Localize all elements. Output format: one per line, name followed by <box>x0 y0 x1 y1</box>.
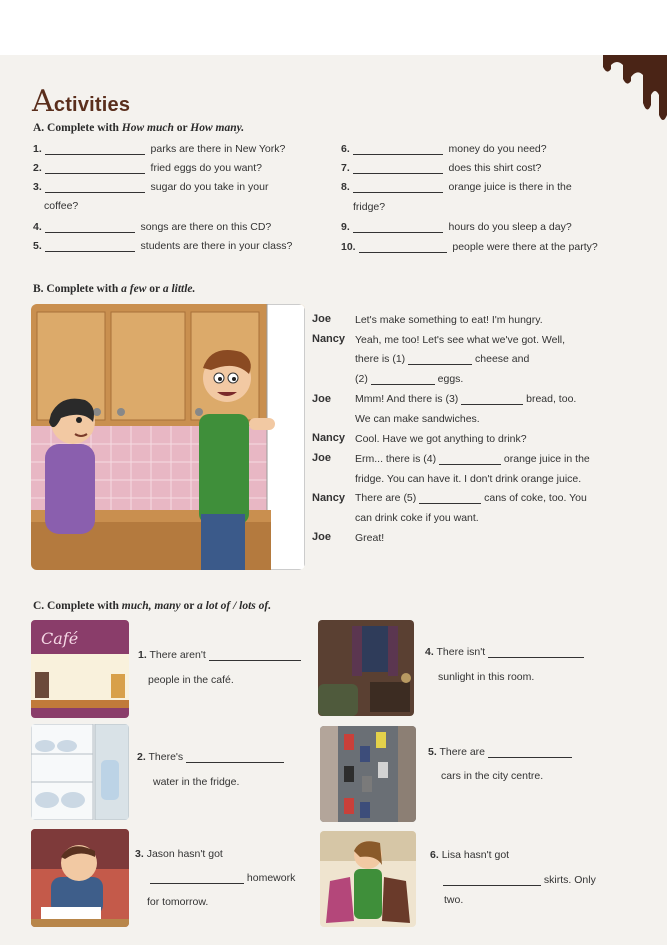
q-text: students are there in your class? <box>140 240 293 252</box>
c6-line3: two. <box>444 894 464 906</box>
dialogue-text: cheese and <box>472 353 530 365</box>
blank-3[interactable] <box>461 393 523 405</box>
dialogue-line: Cool. Have we got anything to drink? <box>355 433 527 445</box>
c1-line1 <box>138 649 301 661</box>
c-num: 6. <box>430 849 439 861</box>
question-a10 <box>341 241 598 253</box>
q-text: fried eggs do you want? <box>150 162 263 174</box>
blank-2[interactable] <box>371 373 435 385</box>
c3-line2 <box>150 872 295 884</box>
c3-line1 <box>135 848 223 860</box>
q-text: songs are there on this CD? <box>140 221 272 233</box>
answer-blank[interactable] <box>359 241 447 253</box>
speaker-joe: Joe <box>312 393 331 405</box>
section-c-mid: or <box>180 600 197 612</box>
dialogue-line-blank2 <box>355 373 463 385</box>
q-text: does this shirt cost? <box>448 162 542 174</box>
section-b-heading <box>33 283 195 295</box>
dialogue-line: fridge. You can have it. I don't drink orange juice. <box>355 473 582 485</box>
section-a-heading <box>33 122 244 134</box>
question-a6 <box>341 143 547 155</box>
question-a2 <box>33 162 262 174</box>
c-text: Lisa hasn't got <box>441 849 510 861</box>
section-a-or: or <box>173 122 191 134</box>
cafe-sign: Café <box>41 629 79 648</box>
dialogue-line: Great! <box>355 532 385 544</box>
q-num: 7. <box>341 162 350 174</box>
c-text: Jason hasn't got <box>146 848 223 860</box>
q-text: hours do you sleep a day? <box>448 221 572 233</box>
page-title <box>32 84 130 119</box>
title-initial: A <box>32 84 54 119</box>
answer-blank[interactable] <box>45 181 145 193</box>
section-c-heading <box>33 600 271 612</box>
c3-blank[interactable] <box>150 872 244 884</box>
q-text: parks are there in New York? <box>150 143 286 155</box>
section-a-em2: How many. <box>190 122 245 134</box>
answer-blank[interactable] <box>353 143 443 155</box>
c-text: There's <box>148 751 184 763</box>
q-num: 9. <box>341 221 350 233</box>
c5-line1 <box>428 746 572 758</box>
title-rest: ctivities <box>53 94 131 116</box>
traffic-illustration <box>320 726 416 822</box>
c-text: There are <box>439 746 486 758</box>
c-num: 4. <box>425 646 434 658</box>
c1-line2: people in the café. <box>148 674 234 686</box>
dialogue-line: Yeah, me too! Let's see what we've got. Well, <box>355 334 566 346</box>
q-text: orange juice is there in the <box>448 181 572 193</box>
c2-line2: water in the fridge. <box>153 776 240 788</box>
c-text: There aren't <box>149 649 206 661</box>
speaker-joe: Joe <box>312 313 331 325</box>
c4-blank[interactable] <box>488 646 584 658</box>
homework-boy-illustration <box>31 829 129 927</box>
answer-blank[interactable] <box>353 162 443 174</box>
c-num: 2. <box>137 751 146 763</box>
q-num: 10. <box>341 241 356 253</box>
speaker-nancy: Nancy <box>312 432 346 444</box>
answer-blank[interactable] <box>45 240 135 252</box>
q-text: people were there at the party? <box>452 241 598 253</box>
dark-room-illustration <box>318 620 414 716</box>
c2-blank[interactable] <box>186 751 284 763</box>
kitchen-illustration <box>31 304 305 570</box>
section-a-prefix: A. Complete with <box>33 122 122 134</box>
c4-line1 <box>425 646 584 658</box>
c-num: 3. <box>135 848 144 860</box>
c-text: skirts. Only <box>543 874 596 886</box>
dialogue-line: We can make sandwiches. <box>355 413 480 425</box>
c-text: homework <box>246 872 296 884</box>
c-num: 1. <box>138 649 147 661</box>
question-a3 <box>33 181 268 193</box>
q-num: 1. <box>33 143 42 155</box>
dialogue-line-blank5 <box>355 492 587 504</box>
cafe-illustration <box>31 620 129 718</box>
dialogue-text: There are (5) <box>355 492 420 504</box>
c4-line2: sunlight in this room. <box>438 671 535 683</box>
speaker-nancy: Nancy <box>312 492 346 504</box>
skirts-girl-illustration <box>320 831 416 927</box>
blank-5[interactable] <box>419 492 481 504</box>
dialogue-text: Mmm! And there is (3) <box>355 393 462 405</box>
q-num: 8. <box>341 181 350 193</box>
answer-blank[interactable] <box>45 221 135 233</box>
blank-4[interactable] <box>439 453 501 465</box>
question-a1 <box>33 143 285 155</box>
section-b-or: or <box>146 283 163 295</box>
question-a9 <box>341 221 572 233</box>
q-text: money do you need? <box>448 143 547 155</box>
answer-blank[interactable] <box>45 162 145 174</box>
c3-line3: for tomorrow. <box>147 896 209 908</box>
fridge-illustration <box>31 724 129 820</box>
dialogue-text: orange juice in the <box>501 453 590 465</box>
c1-blank[interactable] <box>209 649 301 661</box>
answer-blank[interactable] <box>45 143 145 155</box>
dialogue-text: eggs. <box>434 373 464 385</box>
q-num: 5. <box>33 240 42 252</box>
c5-line2: cars in the city centre. <box>441 770 544 782</box>
c-num: 5. <box>428 746 437 758</box>
section-b-em1: a few <box>121 283 147 295</box>
c-text: There isn't <box>436 646 486 658</box>
section-b-prefix: B. Complete with <box>33 283 122 295</box>
c6-blank[interactable] <box>443 874 541 886</box>
section-c-prefix: C. Complete with <box>33 600 122 612</box>
section-b-em2: a little. <box>162 283 196 295</box>
section-c-em2: a lot of / lots of. <box>197 600 272 612</box>
dialogue-text: cans of coke, too. You <box>481 492 587 504</box>
speaker-nancy: Nancy <box>312 333 346 345</box>
question-a4 <box>33 221 271 233</box>
q-num: 3. <box>33 181 42 193</box>
speaker-joe: Joe <box>312 531 331 543</box>
speaker-joe: Joe <box>312 452 331 464</box>
dialogue-line: can drink coke if you want. <box>355 512 479 524</box>
question-a3-cont: coffee? <box>44 200 79 212</box>
dialogue-text: bread, too. <box>523 393 577 405</box>
dialogue-text: (2) <box>355 373 371 385</box>
answer-blank[interactable] <box>353 221 443 233</box>
q-num: 6. <box>341 143 350 155</box>
c6-line1 <box>430 849 509 861</box>
question-a7 <box>341 162 541 174</box>
c2-line1 <box>137 751 284 763</box>
question-a8-cont: fridge? <box>353 201 386 213</box>
q-text: sugar do you take in your <box>150 181 269 193</box>
dialogue-line-blank1 <box>355 353 529 365</box>
c5-blank[interactable] <box>488 746 572 758</box>
section-c-em1: much, many <box>121 600 181 612</box>
dialogue-line-blank3 <box>355 393 576 405</box>
dialogue-line-blank4 <box>355 453 590 465</box>
blank-1[interactable] <box>408 353 472 365</box>
q-num: 4. <box>33 221 42 233</box>
question-a8 <box>341 181 572 193</box>
dialogue-text: Erm... there is (4) <box>355 453 440 465</box>
dialogue-line: Let's make something to eat! I'm hungry. <box>355 314 543 326</box>
section-a-em1: How much <box>121 122 174 134</box>
q-num: 2. <box>33 162 42 174</box>
c6-line2 <box>443 874 596 886</box>
chocolate-drip-decoration <box>597 55 667 125</box>
answer-blank[interactable] <box>353 181 443 193</box>
dialogue-text: there is (1) <box>355 353 409 365</box>
question-a5 <box>33 240 292 252</box>
